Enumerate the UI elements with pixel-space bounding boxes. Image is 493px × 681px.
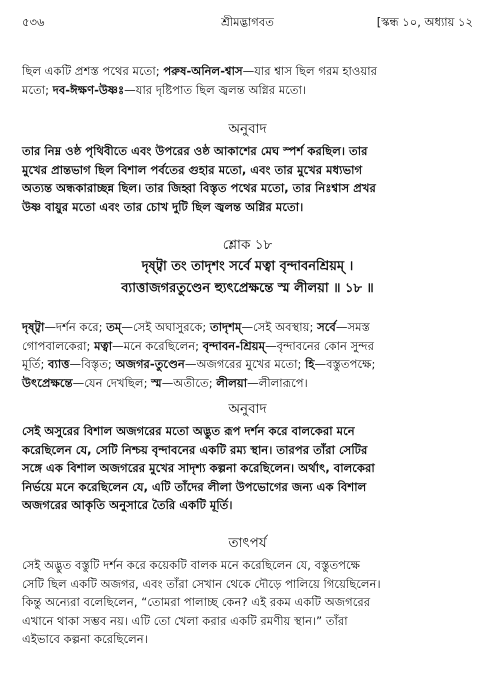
section-heading: অনুবাদ [228,401,267,417]
translation-section-2 [22,398,473,421]
text-line: করেছিলেন যে, সেটি নিশ্চয় বৃন্দাবনের একটি রম্য স্থান। তারপর তাঁরা সেটির [22,442,368,457]
text-line: অজগরের আকৃতি অনুসারে তৈরি একটি মূর্তি। [22,498,233,513]
synonym-line: ছিল একটি প্রশস্ত পথের মতো; পরুষ-অনিল-শ্বাস—যার শ্বাস ছিল গরম হাওয়ার [22,64,377,78]
synonym-line: মূর্তি; ব্যাত্ত—বিস্তৃত; অজগর-তুণ্ডেন—অজগরের মুখের মতো; হি—বস্তুতপক্ষে; [22,357,376,372]
translation-text-2 [22,422,473,515]
translation-text [22,142,473,216]
text-line: সেই অসুরের বিশাল অজগরের মতো অদ্ভুত রূপ দর্শন করে বালকেরা মনে [22,424,355,438]
book-title: শ্রীমদ্ভাগবত [221,15,274,29]
synonyms-section [22,318,473,392]
text-line: উষ্ণ বায়ুর মতো এবং তার চোখ দুটি ছিল জ্বলন্ত অগ্নির মতো। [22,199,304,214]
verse-line: দৃষ্ট্বা তং তাদৃশং সর্বে মত্বা বৃন্দাবনশ্রিয়ম্ । [141,259,354,274]
canto-chapter: [স্কন্ধ ১০, অধ্যায় ১২ [376,15,473,29]
text-line: এখানে থাকা সম্ভব নয়। এটি তো খেলা করার একটি রমণীয় স্থান।” তাঁরা [22,613,348,628]
text-line: সঙ্গে এক বিশাল অজগরের মুখের সাদৃশ্য কল্পনা করেছিলেন। অর্থাৎ, বালকেরা [22,461,375,476]
text-line: সেই অদ্ভুত বস্তুটি দর্শন করে কয়েকটি বালক মনে করেছিলেন যে, বস্তুতপক্ষে [22,558,361,572]
verse-line: ব্যাত্তাজগরতুণ্ডেন হ্যুৎপ্রেক্ষন্তে স্ম লীলয়া ॥ ১৮ ॥ [121,281,374,296]
verse-heading: শ্লোক ১৮ [222,237,273,253]
synonym-line: উৎপ্রেক্ষন্তে—যেন দেখছিল; স্ম—অতীতে; লীলয়া—লীলারূপে। [22,375,308,390]
page-header [22,14,473,32]
text-line: অত্যন্ত অন্ধকারাচ্ছন্ন ছিল। তার জিহ্বা বিস্তৃত পথের মতো, তার নিঃশ্বাস প্রখর [22,181,376,196]
synonym-line: দৃষ্ট্বা—দর্শন করে; তম্—সেই অঘাসুরকে; তাদৃশম্—সেই অবস্থায়; সর্বে—সমস্ত [22,320,370,334]
purport-section [22,532,473,555]
page-number: ৫৩৬ [22,15,45,29]
section-heading: তাৎপর্য [228,535,267,551]
verse-section [22,234,473,257]
synonym-line: মতো; দব-ঈক্ষণ-উষ্ণঃ—যার দৃষ্টিপাত ছিল জ্বলন্ত অগ্নির মতো। [22,82,307,97]
text-line: তার নিম্ন ওষ্ঠ পৃথিবীতে এবং উপরের ওষ্ঠ আকাশের মেঘ স্পর্শ করছিল। তার [22,144,368,158]
section-heading: অনুবাদ [228,121,267,137]
text-line: সেটি ছিল একটি অজগর, এবং তাঁরা সেখান থেকে দৌড়ে পালিয়ে গিয়েছিলেন। [22,576,381,591]
text-line: নির্ভয়ে মনে করেছিলেন যে, এটি তাঁদের লীলা উপভোগের জন্য এক বিশাল [22,479,367,494]
purport-text [22,556,473,649]
synonym-line: গোপবালকেরা; মত্বা—মনে করেছিলেন; বৃন্দাবন-শ্রিয়ম্—বৃন্দাবনের কোন সুন্দর [22,338,374,353]
text-line: মুখের প্রান্তভাগ ছিল বিশাল পর্বতের গুহার মতো, এবং তার মুখের মধ্যভাগ [22,162,363,177]
translation-section [22,118,473,141]
text-line: কিন্তু অন্যেরা বলেছিলেন, “তোমরা পালাচ্ছ কেন? এই রকম একটি অজগরের [22,595,371,610]
previous-synonyms [22,62,473,99]
text-line: এইভাবে কল্পনা করেছিলেন। [22,632,148,647]
verse-text [22,256,473,300]
